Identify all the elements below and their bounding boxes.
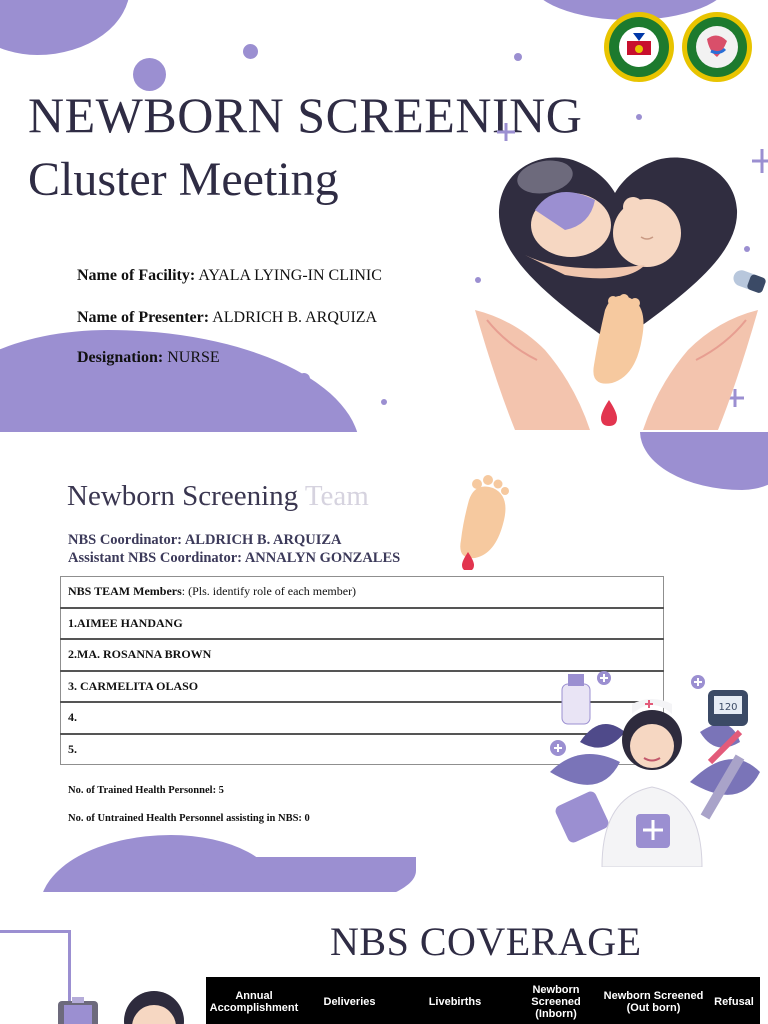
column-header: Newborn Screened (Inborn) bbox=[531, 984, 581, 1020]
title-line-1: NEWBORN SCREENING bbox=[28, 87, 583, 143]
member-cell: 5. bbox=[61, 734, 664, 765]
member-cell: 4. bbox=[61, 702, 664, 734]
nurse-illustration bbox=[540, 662, 765, 867]
designation-value: NURSE bbox=[167, 349, 220, 366]
coverage-slide bbox=[0, 892, 768, 1024]
column-header: Livebirths bbox=[428, 996, 482, 1008]
trained-personnel: No. of Trained Health Personnel: 5 bbox=[68, 785, 224, 796]
column-header: Annual Accomplishment bbox=[209, 990, 299, 1014]
team-slide bbox=[0, 432, 768, 892]
glucose-reading: 120 bbox=[718, 702, 738, 713]
member-cell: 1.AIMEE HANDANG bbox=[61, 608, 664, 640]
column-header: Deliveries bbox=[323, 996, 376, 1008]
doctor-illustration bbox=[50, 987, 190, 1024]
top-left-blob bbox=[0, 0, 130, 55]
member-cell: 2.MA. ROSANNA BROWN bbox=[61, 639, 664, 671]
doh-seal-right-icon bbox=[681, 11, 753, 83]
dot-medium bbox=[243, 44, 258, 59]
table-header-cell bbox=[61, 577, 664, 608]
heart-baby-illustration bbox=[465, 115, 768, 432]
baby-foot-icon bbox=[455, 470, 515, 570]
team-title bbox=[67, 480, 369, 513]
dot-small bbox=[381, 399, 387, 405]
bottom-wave-blob bbox=[186, 857, 416, 892]
table-header-row bbox=[61, 577, 664, 608]
designation-row bbox=[77, 349, 220, 367]
member-cell: 3. CARMELITA OLASO bbox=[61, 671, 664, 703]
doh-seal-left-icon bbox=[603, 11, 675, 83]
dot-small bbox=[298, 373, 310, 385]
presenter-value: ALDRICH B. ARQUIZA bbox=[212, 309, 378, 326]
coverage-title: NBS COVERAGE bbox=[330, 919, 642, 964]
facility-row bbox=[77, 267, 382, 285]
column-header: Refusal bbox=[714, 996, 754, 1008]
table-header-bold: NBS TEAM Members bbox=[68, 584, 182, 599]
team-title-main: Newborn Screening bbox=[67, 480, 299, 512]
nbs-coordinator: NBS Coordinator: ALDRICH B. ARQUIZA bbox=[68, 532, 342, 548]
facility-value: AYALA LYING-IN CLINIC bbox=[198, 267, 382, 284]
top-right-blob bbox=[640, 432, 768, 490]
facility-label: Name of Facility: bbox=[77, 267, 196, 284]
column-header: Newborn Screened (Out born) bbox=[603, 990, 704, 1014]
coverage-table-header bbox=[206, 977, 760, 1024]
presenter-label: Name of Presenter: bbox=[77, 309, 210, 326]
table-row bbox=[61, 608, 664, 640]
presenter-row bbox=[77, 309, 377, 327]
title-slide bbox=[0, 0, 768, 432]
team-title-faded: Team bbox=[304, 480, 369, 512]
assistant-coordinator: Assistant NBS Coordinator: ANNALYN GONZALES bbox=[68, 550, 401, 566]
dot-small bbox=[514, 53, 522, 61]
title-line-2: Cluster Meeting bbox=[28, 153, 339, 206]
table-header-rest: : (Pls. identify role of each member) bbox=[181, 584, 357, 599]
designation-label: Designation: bbox=[77, 349, 164, 366]
untrained-personnel: No. of Untrained Health Personnel assisting in NBS: 0 bbox=[68, 813, 310, 824]
